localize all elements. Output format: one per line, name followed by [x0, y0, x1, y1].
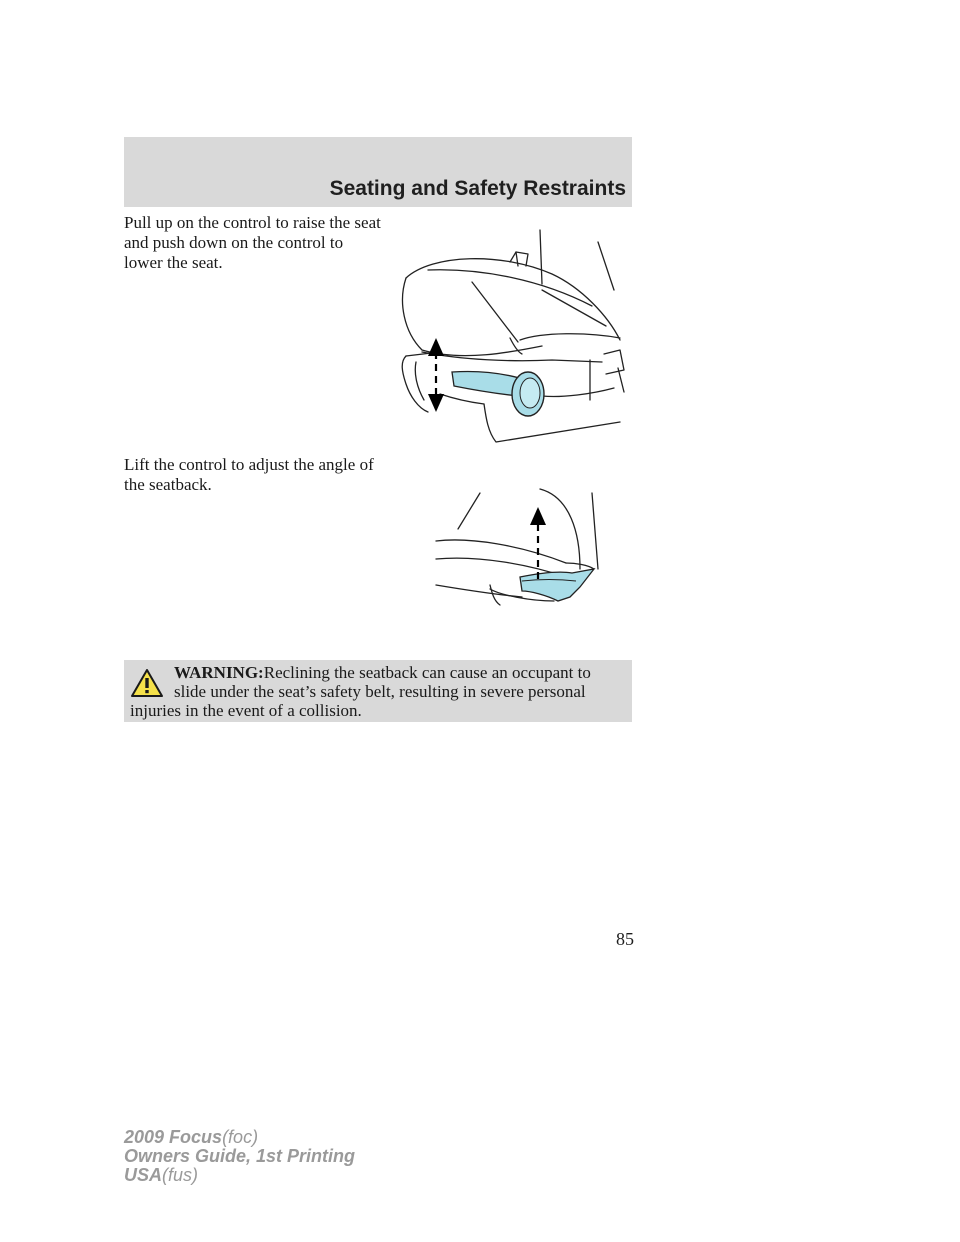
- warning-text: [130, 663, 620, 720]
- section-title: Seating and Safety Restraints: [329, 177, 626, 200]
- footer-line-guide: Owners Guide, 1st Printing: [124, 1146, 356, 1166]
- warning-message: Reclining the seatback can cause an occupant to slide under the seat’s safety belt, resulting in severe personal injuries in the event of a collision.: [130, 663, 591, 720]
- seat-height-control-illustration: [392, 222, 632, 450]
- footer-line-market: USA(fus): [124, 1165, 199, 1185]
- warning-box: [124, 660, 632, 722]
- seatback-recline-lever-illustration: [430, 485, 606, 633]
- footer-print-info: [124, 1128, 355, 1185]
- footer-line-model: 2009 Focus(foc): [124, 1127, 259, 1147]
- seatback-angle-instruction: Lift the control to adjust the angle of the seatback.: [124, 455, 374, 494]
- section-header-band: [124, 137, 632, 207]
- seat-height-instruction: Pull up on the control to raise the seat and push down on the control to lower the seat.: [124, 213, 381, 272]
- page-number: 85: [616, 929, 634, 949]
- warning-label: WARNING:: [174, 663, 264, 682]
